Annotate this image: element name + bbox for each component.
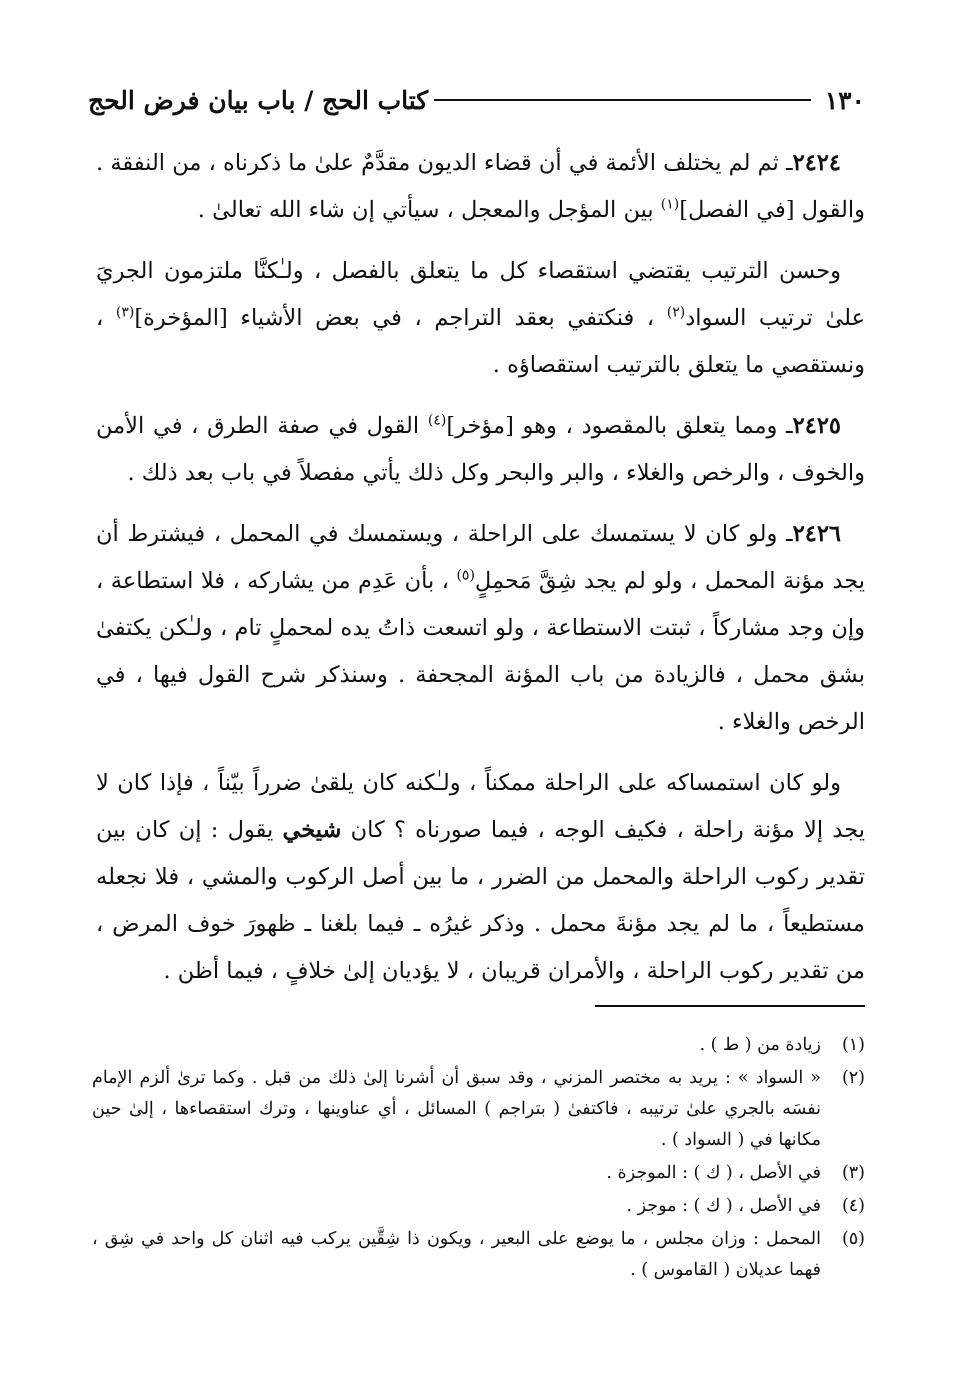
footnote-item [92,1063,865,1156]
footnote-ref: (٢) [666,304,686,321]
paragraph-riding [96,760,865,995]
footnote-ref: (٣) [115,304,135,321]
paragraph-ordering [96,248,865,389]
paragraph-text: ـ ومما يتعلق بالمقصود ، وهو [مؤخر] [446,413,793,439]
paragraph-text: القول في صفة الطرق ، في الأمن والخوف ، والرخص والغلاء ، والبر والبحر وكل ذلك يأتي مفصلاً في باب بعد ذلك . [96,413,865,486]
footnote-number: (٢) [841,1068,865,1088]
paragraph-number: ٢٤٢٥ [792,413,841,439]
footnote-ref: (٥) [456,567,475,584]
footnotes [92,1030,865,1288]
footnote-ref: (١) [660,196,680,213]
footnote-item [92,1030,865,1061]
footnote-number: (٤) [841,1196,865,1216]
paragraph-text: ، بأن عَدِم من يشاركه ، فلا استطاعة ، وإن وجد مشاركاً ، ثبتت الاستطاعة ، ولو اتسعت ذاتُ يده لمحملٍ تام ، ولـٰكن يكتفىٰ بشق محمل ، فالزيادة من باب المؤنة المجحفة . وسنذكر شرح القول فيها ، في الرخص والغلاء . [96,568,865,735]
footnote-item [92,1158,865,1189]
footnote-text: زيادة من ( ط ) . [699,1035,821,1055]
paragraph-text: يقول : إن كان بين تقدير ركوب الراحلة والمحمل من الضرر ، ما بين أصل الركوب والمشي ، فلا نجعله مستطيعاً ، ما لم يجد مؤنةَ محمل . وذكر غيرُه ـ فيما بلغنا ـ ظهورَ خوف المرض ، من تقدير ركوب الراحلة ، والأمران قريبان ، لا يؤديان إلىٰ خلافٍ ، فيما أظن . [96,817,865,984]
footnote-number: (٥) [841,1229,865,1249]
paragraph-text: ولو كان استمساكه على الراحلة ممكناً ، ولـٰكنه كان يلقىٰ ضرراً بيّناً ، فإذا كان لا يجد إلا مؤنة راحلة ، فكيف الوجه ، فيما صورناه ؟ كان [96,770,865,843]
footnote-item [92,1224,865,1286]
footnote-text: في الأصل ، ( ك ) : الموجزة . [606,1163,821,1183]
footnote-item [92,1191,865,1222]
paragraph-2425 [96,403,865,497]
footnote-text: « السواد » : يريد به مختصر المزني ، وقد سبق أن أشرنا إلىٰ ذلك من قبل . وكما ترىٰ ألزم الإمام نفسَه بالجري علىٰ ترتيبه ، فاكتفىٰ ( بتراجم ) المسائل ، أي عناوينها ، وترك استقصاءها ، إلىٰ حين مكانها في ( السواد ) . [92,1068,821,1150]
paragraph-text: ـ ولو كان لا يستمسك على الراحلة ، ويستمسك في المحمل ، فيشترط أن يجد مؤنة المحمل ، ولو لم يجد شِقَّ مَحمِلٍ [96,521,865,594]
running-header [88,78,865,122]
paragraph-number: ٢٤٢٦ [792,521,841,547]
footnote-text: المحمل : وزان مجلس ، ما يوضع على البعير ، ويكون ذا شِقَّين يركب فيه اثنان كل واحد في شِق ، فهما عديلان ( القاموس ) . [92,1229,821,1280]
paragraph-text: ، ونستقصي ما يتعلق بالترتيب استقصاؤه . [96,305,865,378]
bold-term: شيخي [282,817,342,843]
footnote-separator [595,1005,865,1007]
paragraph-text: بين المؤجل والمعجل ، سيأتي إن شاء الله تعالىٰ . [197,197,661,223]
paragraph-text: ـ ثم لم يختلف الأئمة في أن قضاء الديون مقدَّمٌ علىٰ ما ذكرناه ، من النفقة . والقول [في الفصل] [96,150,865,223]
paragraph-2424 [96,140,865,234]
header-rule [434,99,811,101]
paragraph-2426 [96,511,865,746]
paragraph-number: ٢٤٢٤ [792,150,841,176]
footnote-ref: (٤) [427,412,447,429]
page-number: ١٣٠ [824,85,865,115]
footnote-number: (١) [841,1035,865,1055]
footnote-text: في الأصل ، ( ك ) : موجز . [626,1196,821,1216]
running-title: كتاب الحج / باب بيان فرض الحج [88,85,429,115]
footnote-number: (٣) [841,1163,865,1183]
main-text [96,140,865,1009]
paragraph-text: ، فنكتفي بعقد التراجم ، في بعض الأشياء [المؤخرة] [134,305,667,331]
paragraph-text: وحسن الترتيب يقتضي استقصاء كل ما يتعلق بالفصل ، ولـٰكنَّا ملتزمون الجريَ علىٰ ترتيب السواد [96,258,865,331]
